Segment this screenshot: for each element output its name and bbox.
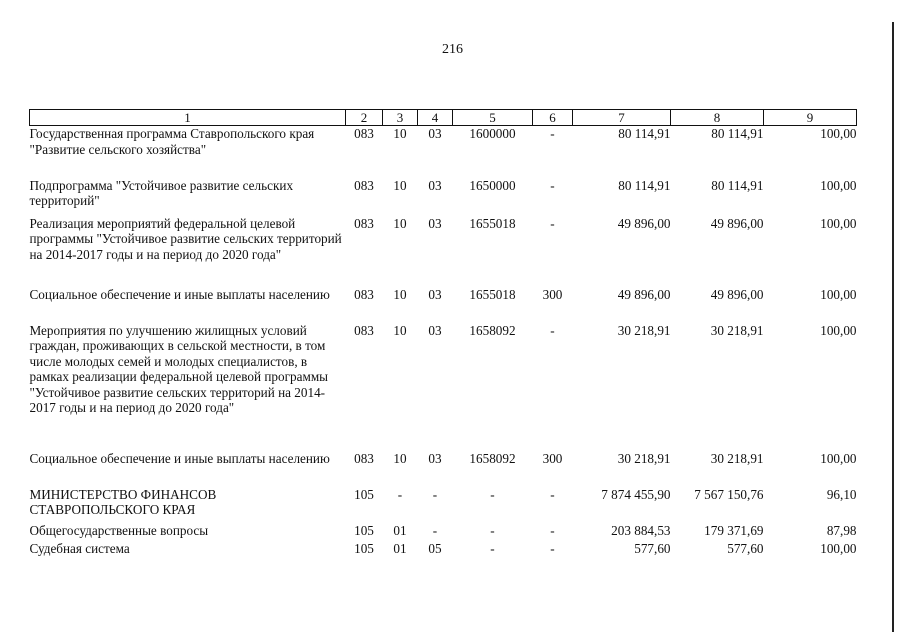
cell-col2: 083 <box>354 215 374 231</box>
table-row <box>30 451 857 487</box>
column-header: 7 <box>573 110 671 126</box>
cell-col5: - <box>490 522 495 538</box>
column-header: 4 <box>418 110 453 126</box>
cell-col7: 7 874 455,90 <box>601 486 671 502</box>
cell-col4: 03 <box>428 322 442 338</box>
column-header: 8 <box>671 110 764 126</box>
cell-col7: 49 896,00 <box>617 215 671 231</box>
table-row <box>30 487 857 523</box>
cell-col9: 100,00 <box>820 286 857 302</box>
cell-col5: 1655018 <box>469 215 516 231</box>
table-row <box>30 216 857 287</box>
cell-col8: 7 567 150,76 <box>694 486 764 502</box>
cell-col3: 01 <box>393 522 407 538</box>
row-name: Государственная программа Ставропольского края "Развитие сельского хозяйства" <box>29 126 315 157</box>
cell-col9: 96,10 <box>826 486 857 502</box>
cell-col7: 203 884,53 <box>611 522 671 538</box>
column-header: 3 <box>383 110 418 126</box>
cell-col4: - <box>432 486 438 502</box>
cell-col8: 30 218,91 <box>710 450 764 466</box>
cell-col2: 083 <box>354 322 374 338</box>
cell-col8: 49 896,00 <box>710 286 764 302</box>
cell-col9: 100,00 <box>820 450 857 466</box>
cell-col5: - <box>490 486 495 502</box>
cell-col3: 10 <box>393 126 407 141</box>
page-edge-line <box>892 22 894 632</box>
column-header: 9 <box>764 110 857 126</box>
cell-col8: 30 218,91 <box>710 322 764 338</box>
cell-col4: 05 <box>428 540 442 556</box>
cell-col9: 100,00 <box>820 177 857 193</box>
row-name: МИНИСТЕРСТВО ФИНАНСОВ СТАВРОПОЛЬСКОГО КРАЯ <box>29 486 217 517</box>
cell-col2: 083 <box>354 126 374 141</box>
cell-col2: 105 <box>354 540 374 556</box>
cell-col7: 30 218,91 <box>617 450 671 466</box>
cell-col9: 87,98 <box>826 522 857 538</box>
column-header: 2 <box>346 110 383 126</box>
cell-col3: 10 <box>393 322 407 338</box>
cell-col6: - <box>550 486 555 502</box>
row-name: Социальное обеспечение и иные выплаты населению <box>29 286 330 302</box>
cell-col3: 10 <box>393 215 407 231</box>
cell-col6: 300 <box>542 450 563 466</box>
cell-col6: - <box>550 322 555 338</box>
cell-col4: 03 <box>428 126 442 141</box>
cell-col8: 49 896,00 <box>710 215 764 231</box>
cell-col7: 80 114,91 <box>618 126 671 141</box>
cell-col4: 03 <box>428 177 442 193</box>
cell-col2: 083 <box>354 177 374 193</box>
cell-col4: 03 <box>428 215 442 231</box>
budget-table <box>29 109 857 559</box>
cell-col6: - <box>550 540 555 556</box>
column-header: 1 <box>30 110 346 126</box>
cell-col4: 03 <box>428 450 442 466</box>
cell-col2: 105 <box>354 486 374 502</box>
cell-col9: 100,00 <box>820 322 857 338</box>
cell-col4: 03 <box>428 286 442 302</box>
cell-col3: - <box>397 486 403 502</box>
cell-col5: 1600000 <box>469 126 516 141</box>
cell-col6: - <box>550 177 555 193</box>
page-number: 216 <box>442 42 463 57</box>
row-name: Судебная система <box>29 540 130 556</box>
cell-col3: 10 <box>393 450 407 466</box>
cell-col5: 1658092 <box>469 322 516 338</box>
cell-col7: 80 114,91 <box>618 177 671 193</box>
cell-col5: 1658092 <box>469 450 516 466</box>
cell-col2: 083 <box>354 450 374 466</box>
cell-col8: 80 114,91 <box>711 177 764 193</box>
cell-col9: 100,00 <box>820 126 857 141</box>
table-row <box>30 126 857 178</box>
row-name: Мероприятия по улучшению жилищных условий граждан, проживающих в сельской местности, в том числе молодых семей и молодых специалистов, в рамках реализации федеральной целевой программы "Устойчивое развитие сельских территорий на 2014-2017 годы и на период до 2020 года" <box>29 322 329 415</box>
row-name: Реализация мероприятий федеральной целевой программы "Устойчивое развитие сельских территорий на 2014-2017 годы и на период до 2020 года" <box>29 215 342 262</box>
row-name: Подпрограмма "Устойчивое развитие сельских территорий" <box>29 177 294 208</box>
table-header-row <box>30 110 857 126</box>
table-row <box>30 541 857 559</box>
row-name: Социальное обеспечение и иные выплаты населению <box>29 450 330 466</box>
cell-col8: 179 371,69 <box>704 522 764 538</box>
table-row <box>30 523 857 541</box>
cell-col9: 100,00 <box>820 215 857 231</box>
cell-col6: - <box>550 126 555 141</box>
cell-col5: 1655018 <box>469 286 516 302</box>
cell-col7: 30 218,91 <box>617 322 671 338</box>
cell-col6: - <box>550 522 555 538</box>
cell-col5: 1650000 <box>469 177 516 193</box>
cell-col4: - <box>432 522 438 538</box>
cell-col3: 01 <box>393 540 407 556</box>
cell-col2: 105 <box>354 522 374 538</box>
cell-col8: 577,60 <box>727 540 764 556</box>
cell-col9: 100,00 <box>820 540 857 556</box>
cell-col6: - <box>550 215 555 231</box>
cell-col8: 80 114,91 <box>711 126 764 141</box>
cell-col2: 083 <box>354 286 374 302</box>
cell-col3: 10 <box>393 286 407 302</box>
cell-col3: 10 <box>393 177 407 193</box>
table-row <box>30 287 857 323</box>
row-name: Общегосударственные вопросы <box>29 522 209 538</box>
column-header: 5 <box>453 110 533 126</box>
table-row <box>30 323 857 451</box>
table-row <box>30 178 857 216</box>
cell-col7: 577,60 <box>634 540 671 556</box>
cell-col7: 49 896,00 <box>617 286 671 302</box>
column-header: 6 <box>533 110 573 126</box>
cell-col6: 300 <box>542 286 563 302</box>
cell-col5: - <box>490 540 495 556</box>
